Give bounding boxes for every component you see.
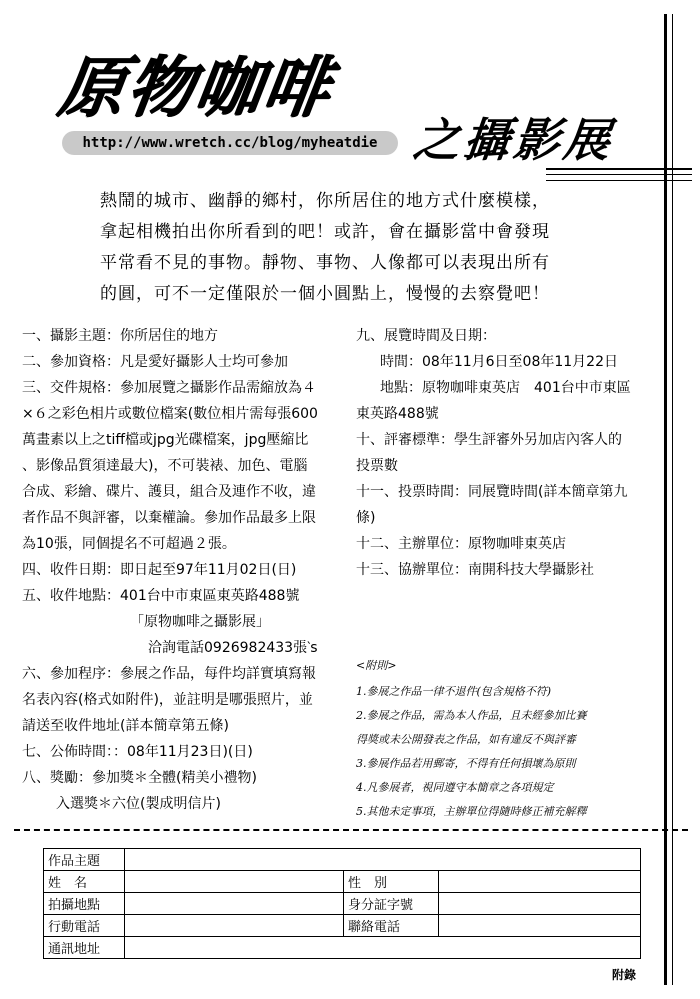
cut-line bbox=[14, 829, 688, 831]
rule-line: 名表內容(格式如附件)，並註明是哪張照片，並 bbox=[22, 692, 313, 708]
note-line: 2.參展之作品，需為本人作品，且未經參加比賽 bbox=[356, 709, 587, 722]
rule-line: 四、收件日期：即日起至97年11月02日(日) bbox=[22, 562, 297, 578]
appendix-label: 附錄 bbox=[612, 968, 637, 982]
rule-line: 、影像品質須達最大)，不可裝裱、加色、電腦 bbox=[22, 458, 308, 474]
rules-right-column bbox=[356, 323, 656, 583]
rule-line: 二、參加資格：凡是愛好攝影人士均可參加 bbox=[22, 354, 288, 370]
location-label: 拍攝地點 bbox=[44, 893, 125, 915]
intro-paragraph bbox=[100, 186, 600, 310]
intro-line: 平常看不見的事物。靜物、事物、人像都可以表現出所有 bbox=[100, 253, 550, 273]
note-line: 5.其他未定事項，主辦單位得隨時修正補充解釋 bbox=[356, 805, 587, 818]
form-row bbox=[44, 937, 641, 959]
rule-line: ×６之彩色相片或數位檔案(數位相片需每張600 bbox=[22, 406, 318, 422]
note-line: 得獎或未公開發表之作品，如有違反不與評審 bbox=[356, 733, 576, 746]
rule-line: 洽詢電話0926982433張‵s bbox=[148, 640, 318, 656]
rule-line: 投票數 bbox=[356, 458, 398, 474]
mobile-field[interactable] bbox=[125, 915, 344, 937]
rule-line: 東英路488號 bbox=[356, 406, 439, 422]
rule-line: 請送至收件地址(詳本簡章第五條) bbox=[22, 718, 229, 734]
note-line: 1.參展之作品一律不退件(包含規格不符) bbox=[356, 685, 552, 698]
form-row bbox=[44, 871, 641, 893]
form-row bbox=[44, 893, 641, 915]
rule-line: 十、評審標準：學生評審外另加店內客人的 bbox=[356, 432, 622, 448]
rule-line: 六、參加程序：參展之作品，每件均詳實填寫報 bbox=[22, 666, 316, 682]
appendix-notes bbox=[356, 654, 676, 824]
rule-line: 五、收件地點：401台中市東區東英路488號 bbox=[22, 588, 300, 604]
topic-label: 作品主題 bbox=[44, 849, 125, 871]
rule-line: 萬畫素以上之tiff檔或jpg光碟檔案，jpg壓縮比 bbox=[22, 432, 309, 448]
id-number-label: 身分証字號 bbox=[344, 893, 439, 915]
rule-line: 九、展覽時間及日期： bbox=[356, 328, 496, 344]
page-subtitle: 之攝影展 bbox=[410, 113, 617, 167]
address-field[interactable] bbox=[125, 937, 641, 959]
address-label: 通訊地址 bbox=[44, 937, 125, 959]
rule-line: 「原物咖啡之攝影展」 bbox=[130, 614, 270, 630]
rule-line: 者作品不與評審，以棄權論。參加作品最多上限 bbox=[22, 510, 316, 526]
intro-line: 的圓，可不一定僅限於一個小圓點上，慢慢的去察覺吧！ bbox=[100, 284, 550, 304]
vertical-rule-outer bbox=[664, 14, 667, 985]
rule-line: 十三、協辦單位：南開科技大學攝影社 bbox=[356, 562, 594, 578]
rule-line: 七、公佈時間：：08年11月23日)(日) bbox=[22, 744, 253, 760]
form-row bbox=[44, 915, 641, 937]
rule-line: 地點：原物咖啡東英店 401台中市東區 bbox=[380, 380, 631, 396]
rule-line: 合成、彩繪、碟片、護貝，組合及連作不收，違 bbox=[22, 484, 316, 500]
note-line: 4.凡參展者，視同遵守本簡章之各項規定 bbox=[356, 781, 554, 794]
rule-line: 一、攝影主題：你所居住的地方 bbox=[22, 328, 218, 344]
rule-line: 條) bbox=[356, 510, 376, 526]
intro-line: 拿起相機拍出你所看到的吧！或許，會在攝影當中會發現 bbox=[100, 222, 550, 242]
name-field[interactable] bbox=[125, 871, 344, 893]
contact-phone-field[interactable] bbox=[439, 915, 641, 937]
gender-label: 性 別 bbox=[344, 871, 439, 893]
rule-line: 十一、投票時間：同展覽時間(詳本簡章第九 bbox=[356, 484, 628, 500]
id-number-field[interactable] bbox=[439, 893, 641, 915]
intro-line: 熱鬧的城市、幽靜的鄉村，你所居住的地方式什麼模樣， bbox=[100, 191, 550, 211]
registration-form bbox=[43, 848, 641, 959]
rule-line: 入選獎＊六位(製成明信片) bbox=[56, 796, 221, 812]
rule-line: 十二、主辦單位：原物咖啡東英店 bbox=[356, 536, 566, 552]
horizontal-rule-3 bbox=[546, 180, 692, 181]
rules-left-column bbox=[22, 323, 350, 817]
form-row bbox=[44, 849, 641, 871]
name-label: 姓 名 bbox=[44, 871, 125, 893]
topic-field[interactable] bbox=[125, 849, 641, 871]
note-line: 3.參展作品若用郵寄，不得有任何損壞為原則 bbox=[356, 757, 576, 770]
rule-line: 三、交件規格：參加展覽之攝影作品需縮放為４ bbox=[22, 380, 316, 396]
rule-line: 為10張，同個提名不可超過２張。 bbox=[22, 536, 236, 552]
blog-url-badge: http://www.wretch.cc/blog/myheatdie bbox=[62, 131, 398, 155]
page-title: 原物咖啡 bbox=[53, 48, 337, 126]
notes-heading: <附則> bbox=[356, 659, 397, 672]
rule-line: 時間：08年11月6日至08年11月22日 bbox=[380, 354, 618, 370]
horizontal-rule-2 bbox=[546, 174, 692, 175]
rule-line: 八、獎勵：參加獎＊全體(精美小禮物) bbox=[22, 770, 257, 786]
gender-field[interactable] bbox=[439, 871, 641, 893]
location-field[interactable] bbox=[125, 893, 344, 915]
mobile-label: 行動電話 bbox=[44, 915, 125, 937]
vertical-rule-inner bbox=[672, 14, 673, 985]
contact-phone-label: 聯絡電話 bbox=[344, 915, 439, 937]
